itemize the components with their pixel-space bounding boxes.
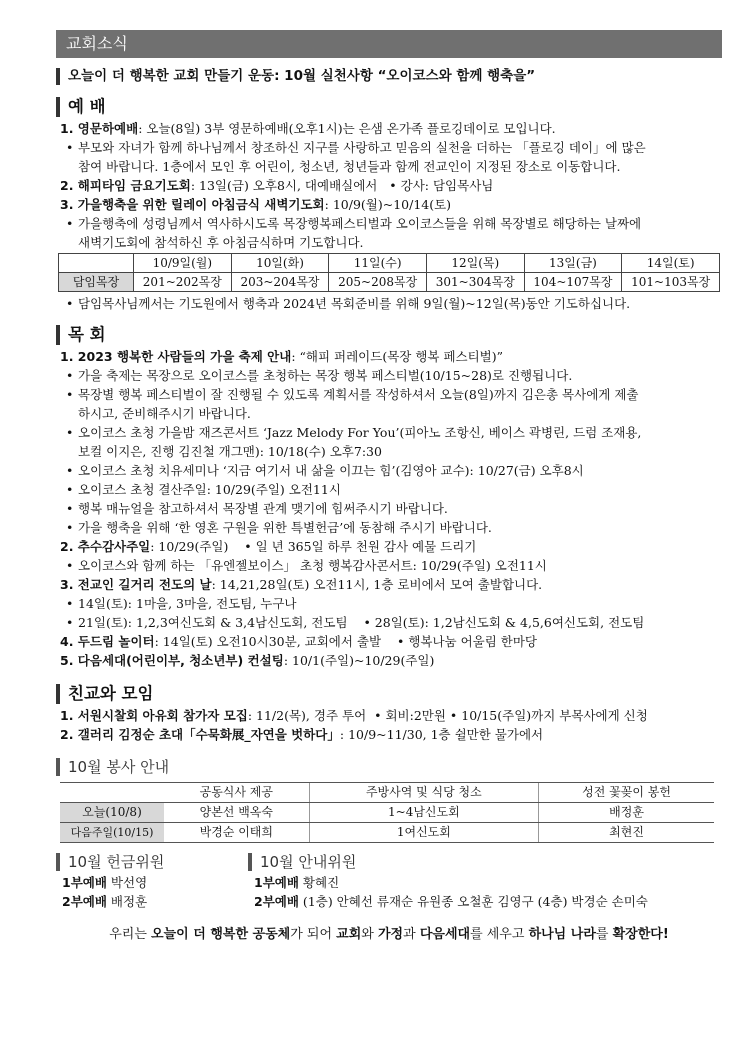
item-title: 1. 영문하예배 xyxy=(60,121,139,136)
volunteer-name: (1층) 안혜선 류재순 유원종 오철훈 김영구 (4층) 박경순 손미숙 xyxy=(302,894,648,909)
ministry-bullet: • 행복 매뉴얼을 참고하셔서 목장별 관계 맺기에 힘써주시기 바랍니다. xyxy=(56,499,722,518)
offering-heading: 10월 헌금위원 xyxy=(56,851,248,873)
worship-item-1-bullet-cont: 참여 바랍니다. 1층에서 모인 후 어린이, 청소년, 청년들과 함께 전교인이 지정된 장소로 이동합니다. xyxy=(78,159,621,174)
worship-item-1-bullet: • 부모와 자녀가 함께 하나님께서 창조하신 지구를 사랑하고 믿음의 실천을 더하는 「플로깅 데이」에 많은 xyxy=(56,138,722,157)
item-text: : 10/9~11/30, 1층 쉴만한 물가에서 xyxy=(339,727,544,742)
schedule-day: 10/9일(월) xyxy=(134,254,232,273)
bullet-text: 21일(토): 1,2,3여신도회 & 3,4남신도회, 전도팀 xyxy=(78,615,348,630)
item-text: : 10/29(주일) xyxy=(150,539,229,554)
schedule-group-row xyxy=(59,273,720,292)
item-text: : “해피 퍼레이드(목장 행복 페스티벌)” xyxy=(291,349,504,364)
motto-emphasis: 가정 xyxy=(378,927,404,942)
service-row-label: 오늘(10/8) xyxy=(60,803,164,823)
usher-row xyxy=(248,873,722,892)
service-row xyxy=(60,823,714,843)
ministry-item-3 xyxy=(60,575,722,594)
motto-text: 과 xyxy=(403,927,420,942)
service-cell: 양본선 백옥숙 xyxy=(164,803,309,823)
offering-committee xyxy=(56,851,248,911)
item-text: : 14일(토) 오전10시30분, 교회에서 출발 xyxy=(154,634,382,649)
item-title: 3. 전교인 길거리 전도의 날 xyxy=(60,577,212,592)
ministry-bullet: • 오이코스 초청 치유세미나 ‘지금 여기서 내 삶을 이끄는 힘’(김영아 교수): 10/27(금) 오후8시 xyxy=(56,461,722,480)
ministry-bullet: • 목장별 행복 페스티벌이 잘 진행될 수 있도록 계획서를 작성하셔서 오늘(8일)까지 김은총 목사에게 제출 xyxy=(56,385,722,404)
item-title: 1. 2023 행복한 사람들의 가을 축제 안내 xyxy=(60,349,292,364)
item-text: : 14,21,28일(토) 오전11시, 1층 로비에서 모여 출발합니다. xyxy=(211,577,543,592)
item-title: 2. 해피타임 금요기도회 xyxy=(60,178,191,193)
schedule-day: 12일(목) xyxy=(426,254,524,273)
ministry-bullet-cont: 보컬 이지은, 진행 김진철 개그맨): 10/18(수) 오후7:30 xyxy=(78,444,382,459)
worship-item-2 xyxy=(60,176,722,195)
service-corner xyxy=(60,783,164,803)
worship-note: • 담임목사님께서는 기도원에서 행축과 2024년 목회준비를 위해 9일(월)~12일(목)동안 기도하십니다. xyxy=(56,294,722,313)
item-text: : 10/9(월)~10/14(토) xyxy=(324,197,452,212)
worship-heading: 예 배 xyxy=(56,95,722,119)
service-heading: 10월 봉사 안내 xyxy=(56,756,722,778)
schedule-group: 101~103목장 xyxy=(622,273,720,292)
ministry-bullet: • 가을 축제는 목장으로 오이코스를 초청하는 목장 행복 페스티벌(10/15~28)로 진행됩니다. xyxy=(56,366,722,385)
service-header-row xyxy=(60,783,714,803)
service-col-header: 성전 꽃꽂이 봉헌 xyxy=(539,783,714,803)
ministry-bullet: • 14일(토): 1마을, 3마을, 전도팀, 누구나 xyxy=(56,594,722,613)
campaign-heading: 오늘이 더 행복한 교회 만들기 운동: 10월 실천사항 “오이코스와 함께 행축을” xyxy=(56,66,722,87)
schedule-day: 11일(수) xyxy=(329,254,427,273)
schedule-corner xyxy=(59,254,134,273)
item-title: 2. 추수감사주일 xyxy=(60,539,151,554)
service-label: 2부예배 xyxy=(254,894,299,909)
motto-text: 를 xyxy=(595,927,613,942)
service-row-label: 다음주일(10/15) xyxy=(60,823,164,843)
ministry-item-1 xyxy=(60,347,722,366)
service-cell: 최현진 xyxy=(539,823,714,843)
service-table xyxy=(60,782,714,843)
news-page xyxy=(56,30,722,944)
fellowship-item-2 xyxy=(60,725,722,744)
ministry-bullet xyxy=(56,613,722,632)
item-title: 2. 갤러리 김정순 초대「수묵화展_자연을 벗하다」 xyxy=(60,727,340,742)
worship-item-3 xyxy=(60,195,722,214)
section-header-bar: 교회소식 xyxy=(56,30,722,58)
ministry-bullet: • 가을 행축을 위해 ‘한 영혼 구원을 위한 특별헌금’에 동참해 주시기 바랍니다. xyxy=(56,518,722,537)
motto-text: 와 xyxy=(361,927,378,942)
motto-text: 를 세우고 xyxy=(470,927,529,942)
item-text: : 10/1(주일)~10/29(주일) xyxy=(283,653,435,668)
schedule-day-row xyxy=(59,254,720,273)
service-cell: 배정훈 xyxy=(539,803,714,823)
service-col-header: 주방사역 및 식당 청소 xyxy=(309,783,538,803)
fellowship-item-1 xyxy=(60,706,722,725)
worship-item-1 xyxy=(60,119,722,138)
schedule-day: 13일(금) xyxy=(524,254,622,273)
motto-emphasis: 오늘이 더 행복한 공동체 xyxy=(151,927,291,942)
volunteer-name: 박선영 xyxy=(110,875,148,890)
offering-row xyxy=(56,873,248,892)
usher-committee xyxy=(248,851,722,911)
motto-emphasis: 하나님 나라 xyxy=(528,927,596,942)
usher-heading: 10월 안내위원 xyxy=(248,851,722,873)
bullet-extra: • 28일(토): 1,2남신도회 & 4,5,6여신도회, 전도팀 xyxy=(363,615,645,630)
item-extra: • 강사: 담임목사님 xyxy=(389,178,494,193)
offering-row xyxy=(56,892,248,911)
item-title: 4. 두드림 놀이터 xyxy=(60,634,155,649)
item-title: 3. 가을행축을 위한 릴레이 아침금식 새벽기도회 xyxy=(60,197,325,212)
volunteer-columns xyxy=(56,851,722,911)
item-extra: • 일 년 365일 하루 천원 감사 예물 드리기 xyxy=(244,539,477,554)
ministry-item-2 xyxy=(60,537,722,556)
schedule-group: 201~202목장 xyxy=(134,273,232,292)
worship-item-3-bullet: • 가을행축에 성령님께서 역사하시도록 목장행복페스티벌과 오이코스들을 위해 목장별로 해당하는 날짜에 xyxy=(56,214,722,233)
volunteer-name: 배정훈 xyxy=(110,894,148,909)
ministry-bullet: • 오이코스 초청 결산주일: 10/29(주일) 오전11시 xyxy=(56,480,722,499)
ministry-item-4 xyxy=(60,632,722,651)
motto-emphasis: 확장한다! xyxy=(612,927,669,942)
church-motto xyxy=(56,925,722,944)
schedule-group: 203~204목장 xyxy=(231,273,329,292)
item-extra: • 회비:2만원 • 10/15(주일)까지 부목사에게 신청 xyxy=(374,708,648,723)
item-extra: • 행복나눔 어울림 한마당 xyxy=(396,634,538,649)
motto-text: 우리는 xyxy=(109,927,152,942)
worship-item-3-bullet-cont: 새벽기도회에 참석하신 후 아침금식하며 기도합니다. xyxy=(78,235,364,250)
prayer-schedule-table xyxy=(58,253,720,292)
motto-text: 가 되어 xyxy=(290,927,337,942)
service-row xyxy=(60,803,714,823)
service-cell: 박경순 이태희 xyxy=(164,823,309,843)
schedule-day: 14일(토) xyxy=(622,254,720,273)
service-label: 2부예배 xyxy=(62,894,107,909)
item-title: 5. 다음세대(어린이부, 청소년부) 컨설팅 xyxy=(60,653,284,668)
schedule-group: 301~304목장 xyxy=(426,273,524,292)
service-col-header: 공동식사 제공 xyxy=(164,783,309,803)
item-text: : 13일(금) 오후8시, 대예배실에서 xyxy=(190,178,378,193)
schedule-day: 10일(화) xyxy=(231,254,329,273)
item-text: : 오늘(8일) 3부 영문하예배(오후1시)는 은샘 온가족 플로깅데이로 모입니다. xyxy=(138,121,556,136)
schedule-row-label: 담임목장 xyxy=(59,273,134,292)
schedule-group: 205~208목장 xyxy=(329,273,427,292)
usher-row xyxy=(248,892,722,911)
ministry-bullet-cont: 하시고, 준비해주시기 바랍니다. xyxy=(78,406,251,421)
service-cell: 1~4남신도회 xyxy=(309,803,538,823)
motto-emphasis: 다음세대 xyxy=(419,927,471,942)
service-label: 1부예배 xyxy=(254,875,299,890)
volunteer-name: 황혜진 xyxy=(302,875,340,890)
schedule-group: 104~107목장 xyxy=(524,273,622,292)
service-label: 1부예배 xyxy=(62,875,107,890)
ministry-heading: 목 회 xyxy=(56,323,722,347)
ministry-item-5 xyxy=(60,651,722,670)
ministry-bullet: • 오이코스 초청 가을밤 재즈콘서트 ‘Jazz Melody For You’(피아노 조항신, 베이스 곽병린, 드럼 조재용, xyxy=(56,423,722,442)
service-cell: 1여신도회 xyxy=(309,823,538,843)
item-title: 1. 서원시찰회 아유회 참가자 모집 xyxy=(60,708,248,723)
fellowship-heading: 친교와 모임 xyxy=(56,682,722,706)
ministry-bullet: • 오이코스와 함께 하는 「유엔젤보이스」 초청 행복감사콘서트: 10/29(주일) 오전11시 xyxy=(56,556,722,575)
motto-emphasis: 교회 xyxy=(336,927,362,942)
item-text: : 11/2(목), 경주 투어 xyxy=(247,708,367,723)
